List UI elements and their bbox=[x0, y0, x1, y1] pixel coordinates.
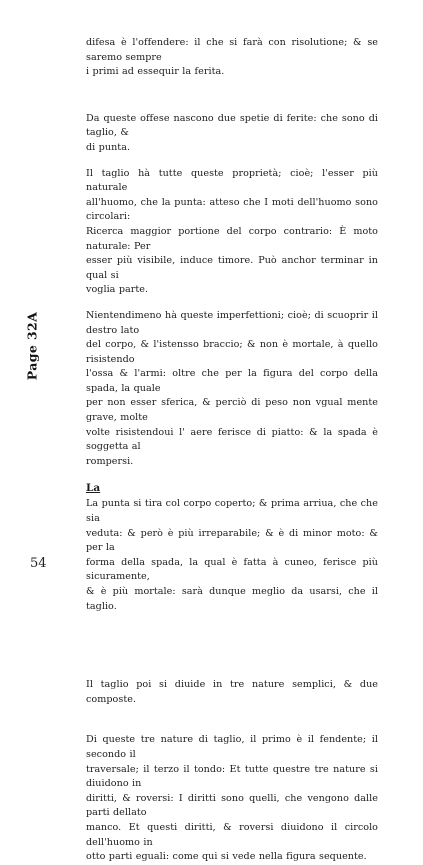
margin-note bbox=[22, 306, 42, 386]
paragraph-7: Di queste tre nature di taglio, il primo è il fendente; il secondo il traversale; il terzo il tondo: Et tutte questre tre nature si diuidono in diritti, & roversi: I diritti sono quelli, che vengono dalle parti dellato manco. Et questi diritti, & roversi diuidono il circolo dell'huomo in otto parti eguali: come qui si vede nella figura sequente. bbox=[86, 734, 378, 863]
page-content bbox=[86, 36, 378, 865]
paragraph-2: Da queste offese nascono due spetie di ferite: che sono di taglio, & di punta. bbox=[86, 112, 378, 153]
paragraph-6: Il taglio poi si diuide in tre nature semplici, & due composte. bbox=[86, 679, 378, 705]
margin-note-text: Page 32A bbox=[24, 311, 40, 381]
paragraph-1: difesa è l'offendere: il che si farà con risolutione; & se saremo sempre i primi ad essequir la ferita. bbox=[86, 37, 378, 78]
paragraph-4: Nientendimeno hà queste imperfettioni; cioè; di scuoprir il destro lato del corpo, & l'istensso braccio; & non è mortale, à quello risistendo l'ossa & l'armi: oltre che per la figura del corpo della spada, la quale per non esser sferica, & perciò di peso non vgual mente grave, molte volte risistendoui l' aere ferisce di piatto: & la spada è soggetta al rompersi. bbox=[86, 309, 378, 467]
paragraph-5: La punta si tira col corpo coperto; & prima arriua, che che sia veduta: & però è più irreparabile; & è di minor moto: & per la forma della spada, la qual è fatta à cuneo, ferisce più sicuramente, & è più mortale: sarà dunque meglio da usarsi, che il taglio. bbox=[86, 498, 378, 612]
page-number: 54 bbox=[30, 556, 47, 571]
section-heading: La bbox=[86, 482, 101, 495]
paragraph-3: Il taglio hà tutte queste proprietà; cioè; l'esser più naturale all'huomo, che la punta: atteso che I moti dell'huomo sono circolari: Ricerca maggior portione del corpo contrario: È moto naturale: Per esser più visibile, induce timore. Può anchor terminar in qual si voglia parte. bbox=[86, 167, 378, 296]
